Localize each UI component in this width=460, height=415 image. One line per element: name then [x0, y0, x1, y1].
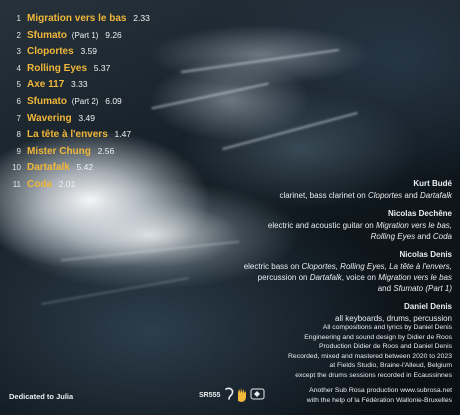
musician-credit [152, 249, 452, 294]
track-list [7, 10, 150, 193]
track-title: Cloportes [27, 46, 74, 58]
role-text: percussion on [257, 273, 310, 282]
track-title: Rolling Eyes [27, 62, 88, 74]
track-title: Wavering [27, 112, 72, 124]
dedication: Dedicated to Julia [9, 392, 74, 401]
track-item [7, 110, 150, 127]
track-duration: 5.42 [76, 162, 94, 173]
ear-logo-icon [226, 388, 233, 399]
musician-credits [152, 178, 452, 331]
track-item [7, 43, 150, 60]
light-streak [222, 112, 358, 150]
track-title: Axe 117 [27, 79, 65, 91]
role-text: Rolling Eyes [370, 232, 416, 241]
role-text: Migration vers le bas [378, 273, 452, 282]
track-title: Sfumato [27, 95, 67, 107]
musician-role [152, 283, 452, 294]
track-number: 2 [16, 30, 21, 40]
musician-name: Nicolas Denis [399, 250, 452, 259]
track-item [7, 126, 150, 143]
musician-role [152, 261, 452, 272]
track-title: Mister Chung [27, 145, 91, 157]
track-part: (Part 2) [71, 96, 99, 106]
footer-line: Another Sub Rosa production www.subrosa.net [309, 387, 452, 394]
musician-name: Daniel Denis [403, 302, 452, 311]
musician-role [152, 190, 452, 201]
track-duration: 2.33 [133, 13, 150, 23]
track-item [7, 159, 150, 176]
track-number: 11 [12, 179, 21, 189]
role-text: Dartafalk [419, 191, 452, 200]
musician-credit [152, 301, 452, 324]
musician-credit [152, 208, 452, 242]
track-item [7, 143, 150, 160]
track-title: Coda [27, 178, 52, 190]
track-number: 6 [16, 96, 21, 106]
track-title: Sfumato [27, 29, 67, 41]
track-duration: 3.49 [78, 112, 95, 123]
track-item [7, 176, 150, 193]
production-line: Recorded, mixed and mastered between 2020 to 2023 [288, 352, 452, 360]
role-text: Migration vers le bas, [375, 221, 452, 230]
role-text: electric bass on [243, 262, 302, 271]
track-number: 9 [16, 146, 21, 156]
musician-name: Kurt Budé [413, 179, 452, 188]
light-streak [181, 49, 340, 73]
track-duration: 3.59 [80, 46, 97, 57]
role-text: and [415, 232, 433, 241]
track-number: 4 [16, 63, 21, 73]
musician-role [152, 231, 452, 242]
production-line: at Fields Studio, Braine-l'Alleud, Belgium [329, 362, 452, 369]
role-text: , voice on [341, 273, 379, 282]
role-text: Sfumato (Part 1) [393, 284, 452, 293]
musician-credit [152, 178, 452, 201]
track-number: 8 [16, 130, 21, 140]
track-item [7, 60, 150, 77]
footer-credits [262, 386, 452, 405]
track-item [7, 10, 150, 27]
track-part: (Part 1) [71, 30, 99, 40]
track-item [7, 93, 150, 110]
hand-logo-icon [238, 388, 246, 402]
track-duration: 2.56 [97, 145, 115, 156]
track-item [7, 76, 150, 93]
production-line: Engineering and sound design by Didier de Roos [304, 333, 452, 341]
role-text: Cloportes [367, 191, 403, 200]
musician-role [152, 220, 452, 231]
track-number: 1 [16, 14, 21, 23]
track-duration: 2.01 [58, 178, 76, 189]
track-duration: 5.37 [93, 62, 111, 73]
production-line: except the drums sessions recorded in Ecaussinnes [295, 371, 452, 379]
production-line: Production Didier de Roos and Daniel Denis [319, 343, 452, 350]
track-number: 3 [16, 47, 21, 57]
catalog-number: SR555 [199, 392, 221, 399]
musician-role [152, 272, 452, 283]
track-number: 5 [16, 80, 21, 90]
track-duration: 9.26 [105, 29, 122, 40]
track-title: La tête à l'envers [27, 129, 108, 141]
role-text: Dartafalk [309, 273, 342, 282]
track-item [7, 27, 150, 44]
role-text: Cloportes, Rolling Eyes, La tête à l'envers, [301, 262, 452, 271]
track-duration: 3.33 [71, 79, 88, 90]
role-text: all keyboards, drums, percussion [335, 314, 452, 323]
production-line: All compositions and lyrics by Daniel Denis [322, 324, 452, 331]
track-title: Migration vers le bas [27, 13, 127, 24]
role-text: Coda [432, 232, 452, 241]
footer-line: with the help of la Fédération Wallonie-Bruxelles [306, 396, 452, 404]
track-number: 10 [12, 163, 21, 173]
track-duration: 6.09 [105, 95, 122, 106]
role-text: electric and acoustic guitar on [267, 221, 376, 230]
role-text: and [377, 284, 394, 293]
role-text: clarinet, bass clarinet on [279, 191, 368, 200]
role-text: and [402, 191, 420, 200]
track-duration: 1.47 [114, 129, 132, 140]
musician-name: Nicolas Dechêne [387, 209, 452, 218]
production-credits [152, 323, 452, 380]
track-title: Dartafalk [27, 162, 70, 174]
track-number: 7 [16, 113, 21, 123]
light-streak [151, 83, 269, 110]
